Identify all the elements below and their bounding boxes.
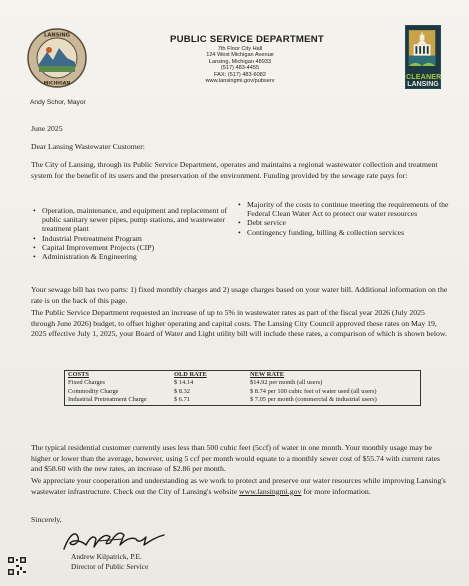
address-line: Lansing, Michigan 48933 xyxy=(208,58,272,65)
table-cell: Commodity Charge xyxy=(68,387,119,395)
table-cell: $ 8.32 xyxy=(174,387,190,395)
phone-line: (517) 483-4455 xyxy=(220,65,260,72)
cleaner-lansing-logo xyxy=(405,25,441,89)
table-cell: $ 6.71 xyxy=(174,396,190,404)
table-row xyxy=(65,379,421,387)
sign-off: Sincerely, xyxy=(31,515,62,524)
city-seal-logo xyxy=(27,28,87,88)
rate-comparison-table xyxy=(64,370,421,406)
website-line: www.lansingmi.gov/pubserv xyxy=(205,78,275,85)
table-cell: $ 14.14 xyxy=(174,379,194,387)
address-line: 7th Floor City Hall xyxy=(217,46,263,53)
table-cell: Fixed Charges xyxy=(68,379,105,387)
list-item: • Debt service xyxy=(238,218,453,227)
signer-block xyxy=(71,552,148,571)
column-header: COSTS xyxy=(68,371,89,378)
handwritten-signature xyxy=(60,527,170,553)
logo-text-lansing: LANSING xyxy=(407,81,439,88)
signer-title: Director of Public Service xyxy=(71,561,149,571)
logo-text-cleaner: CLEANER xyxy=(406,72,442,81)
paragraph-typical-usage: The typical residential customer currently uses less than 500 cubic feet (5ccf) of water in one month. Your monthly usage may be higher or lower than the average, however, using 5 ccf per month would equate to a monthly sewer cost of $55.74 with current rates and $58.60 with the new rates, an increase of $2.86 per month. xyxy=(31,443,441,474)
list-item: • Contingency funding, billing & collection services xyxy=(238,228,453,237)
column-header: OLD RATE xyxy=(174,371,207,378)
paragraph-intro: The City of Lansing, through its Public Service Department, operates and maintains a regional wastewater collection and treatment system for the benefit of its users and the preservation of the environment. Funding provided by the sewage rate pays for: xyxy=(31,160,438,180)
table-cell: Industrial Pretreatment Charge xyxy=(68,396,147,404)
list-item: • Industrial Pretreatment Program xyxy=(33,234,233,243)
list-item: • Majority of the costs to continue meeting the requirements of the Federal Clean Water Act to protect our water resources xyxy=(238,200,453,218)
svg-text:LANSING: LANSING xyxy=(44,32,70,39)
paragraph-closing xyxy=(31,476,449,497)
table-row xyxy=(65,388,421,396)
department-header xyxy=(170,34,324,85)
fax-line: FAX: (517) 483-6082 xyxy=(214,71,266,78)
table-row xyxy=(65,396,421,405)
paragraph-rate-increase: The Public Service Department requested an increase of up to 5% in wastewater rates as part of the fiscal year 2026 (July 2025 through June 2026) budget, to offset higher operating and capital costs. The Lansing City Council approved these rates on May 19, 2025 effective July 1, 2025, your Board of Water and Light utility bill will include these rates, a comparison of which is shown below. xyxy=(31,308,447,339)
list-item: • Administration & Engineering xyxy=(33,252,233,261)
qr-code-icon xyxy=(8,557,26,575)
letter-date: June 2025 xyxy=(31,124,63,133)
salutation: Dear Lansing Wastewater Customer: xyxy=(31,142,145,151)
funding-list-right xyxy=(238,200,453,237)
table-cell: $ 7.05 per month (commercial & industrial users) xyxy=(250,396,377,404)
svg-text:MICHIGAN: MICHIGAN xyxy=(43,81,71,87)
list-item: • Capital Improvement Projects (CIP) xyxy=(33,243,233,252)
paragraph-bill-parts: Your sewage bill has two parts: 1) fixed monthly charges and 2) usage charges based on your water bill. Additional information on the rate is on the back of this page. xyxy=(31,285,448,305)
funding-list-left xyxy=(33,206,233,261)
closing-text-end: for more information. xyxy=(301,486,371,496)
column-header: NEW RATE xyxy=(250,371,285,378)
mayor-name: Andy Schor, Mayor xyxy=(30,99,86,106)
table-cell: $14.92 per month (all users) xyxy=(250,379,323,387)
website-link[interactable]: www.lansingmi.gov xyxy=(239,486,302,496)
table-header-row xyxy=(65,371,421,380)
department-title: PUBLIC SERVICE DEPARTMENT xyxy=(170,34,324,45)
address-line: 124 West Michigan Avenue xyxy=(206,52,274,59)
closing-text: We appreciate your cooperation and understanding as we work to protect and preserve our water resources while improving Lansing's wastewater infrastructure. Check out the City of Lansing's website xyxy=(31,476,446,496)
capitol-icon xyxy=(406,27,440,71)
signer-name: Andrew Kilpatrick, P.E. xyxy=(71,552,142,561)
list-item: • Operation, maintenance, and equipment and replacement of public sanitary sewer pipes, pump stations, and wastewater treatment plant xyxy=(33,206,233,234)
table-cell: $ 8.74 per 100 cubic feet of water used (all users) xyxy=(250,387,377,395)
